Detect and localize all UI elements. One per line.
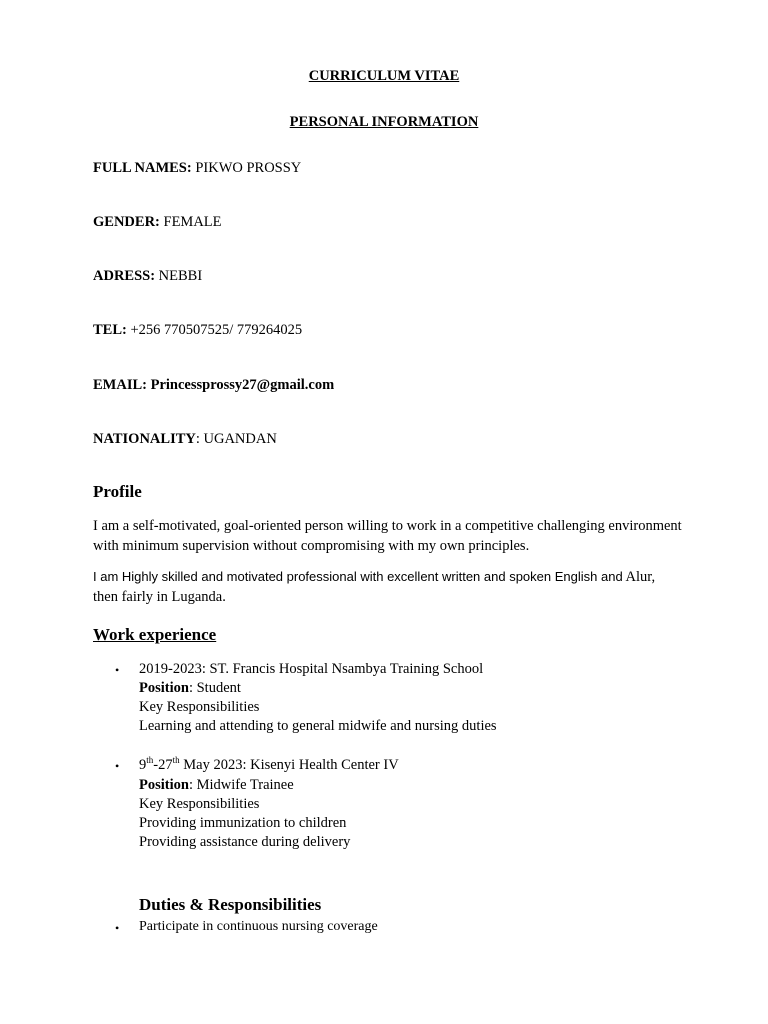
nationality-row [93, 431, 277, 448]
email-label: EMAIL: [93, 377, 147, 393]
work-item-1-title: 2019-2023: ST. Francis Hospital Nsambya Training School [139, 661, 484, 677]
work-item-2-title [139, 757, 399, 774]
work-item-2-title-rest: May 2023: Kisenyi Health Center IV [179, 757, 399, 773]
nationality-value: : UGANDAN [195, 431, 277, 447]
work-item-2-position [139, 777, 294, 794]
address-value: NEBBI [158, 268, 203, 284]
gender-label: GENDER: [93, 214, 160, 230]
profile-paragraph-2 [93, 567, 683, 607]
full-names-label: FULL NAMES: [93, 160, 192, 176]
email-row [93, 377, 334, 394]
address-row [93, 268, 202, 285]
gender-value: FEMALE [163, 214, 222, 230]
full-names-row [93, 160, 301, 177]
bullet-marker: • [115, 759, 120, 773]
work-item-1-position-label: Position [139, 680, 189, 696]
tel-label: TEL: [93, 322, 127, 338]
duties-item: Participate in continuous nursing coverage [139, 919, 378, 934]
bullet-marker: • [115, 921, 120, 935]
work-item-1-duty: Learning and attending to general midwife and nursing duties [139, 718, 497, 734]
bullet-marker: • [115, 663, 120, 677]
work-item-2-key-responsibilities: Key Responsibilities [139, 796, 260, 812]
work-experience-heading: Work experience [93, 625, 217, 644]
gender-row [93, 214, 222, 231]
profile-heading: Profile [93, 482, 142, 501]
document-title: CURRICULUM VITAE [308, 68, 460, 84]
work-item-1-position [139, 680, 241, 697]
section-title-personal-information: PERSONAL INFORMATION [289, 114, 479, 130]
full-names-value: PIKWO PROSSY [195, 160, 302, 176]
duties-heading: Duties & Responsibilities [139, 895, 322, 914]
work-item-2-day-end: -27 [153, 757, 173, 773]
work-item-2-day-start-suffix: th [146, 755, 154, 766]
work-item-2-duty: Providing immunization to children [139, 815, 347, 831]
tel-row [93, 322, 302, 339]
work-item-2-position-value: : Midwife Trainee [188, 777, 294, 793]
work-item-2-position-label: Position [139, 777, 189, 793]
work-item-1-key-responsibilities: Key Responsibilities [139, 699, 260, 715]
profile-paragraph-2-serif: Alur, then fairly in Luganda. [93, 569, 656, 605]
nationality-label: NATIONALITY [93, 431, 196, 447]
work-item-2-day-end-suffix: th [172, 755, 180, 766]
work-item-2-duty: Providing assistance during delivery [139, 834, 351, 850]
address-label: ADRESS: [93, 268, 156, 284]
tel-value: +256 770507525/ 779264025 [130, 322, 303, 338]
profile-paragraph-1: I am a self-motivated, goal-oriented person willing to work in a competitive challenging environment with minimum supervision without compromising with my own principles. [93, 518, 682, 554]
email-value: Princessprossy27@gmail.com [150, 377, 335, 393]
profile-paragraph-2-sans: I am Highly skilled and motivated professional with excellent written and spoken English and [93, 569, 623, 584]
work-item-1-position-value: : Student [188, 680, 241, 696]
work-item-2-day-start: 9 [139, 757, 147, 773]
